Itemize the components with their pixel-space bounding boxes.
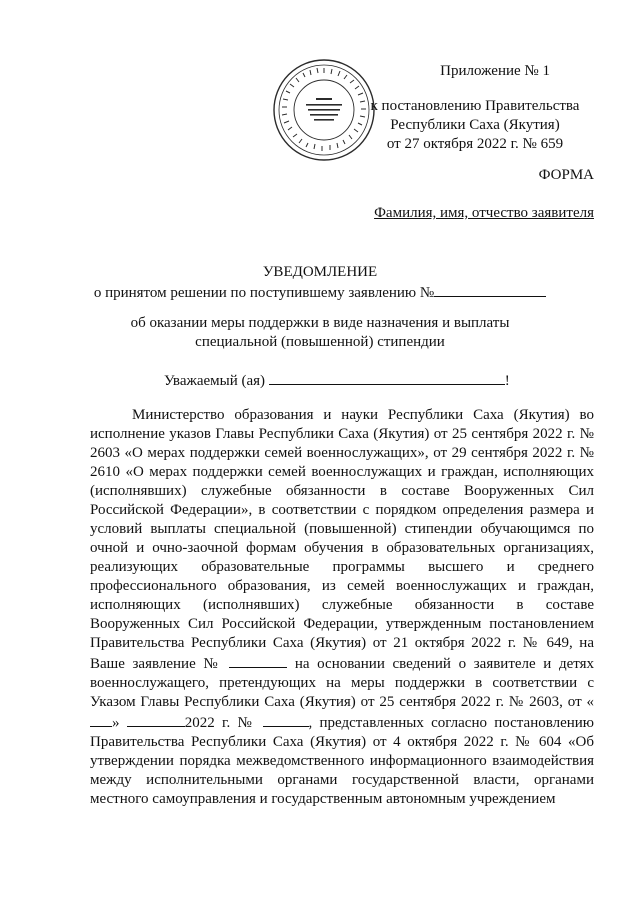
body-paragraph: Министерство образования и науки Республики Саха (Якутия) во исполнение указов Главы Республики Саха (Якутия) от 25 сентября 2022 г. № 2603 «О мерах поддержки семей военнослужащих», от 29 сентября 2022 г. № 2610 «О мерах поддержки семей военнослужащих и граждан, исполняющих (исполнявших) служебные обязанности в составе Вооруженных Сил Российской Федерации», в соответствии с порядком определения размера и условий выплаты специальной (повышенной) стипендии обучающимся по очной и очно-заочной формам обучения в образовательных организациях, реализующих образовательные программы высшего и среднего профессионального образования, из семей военнослужащих и граждан, исполняющих (исполнявших) служебные обязанности в составе Вооруженных Сил Российской Федерации, утвержденным постановлением Правительства Республики Саха (Якутия) от 21 октября 2022 г. № 649, на Ваше заявление № на основании сведений о заявителе и детях военнослужащего, претендующих на меры поддержки в соответствии с Указом Главы Республики Саха (Якутия) от 25 сентября 2022 г. № 2603, от «» 2022 г. № , представленных согласно постановлению Правительства Республики Саха (Якутия) от 4 октября 2022 г. № 604 «Об утверждении порядка межведомственного информационного взаимодействия между исполнительными органами государственной власти, органами местного самоуправления и государственным автономным учреждением: [90, 407, 595, 807]
month-blank: [127, 712, 185, 727]
notice-description: [46, 314, 594, 352]
notice-subtitle: о принятом решении по поступившему заявлению №: [46, 282, 594, 303]
notice-line-4: специальной (повышенной) стипендии: [195, 334, 445, 350]
application-no-blank: [229, 653, 287, 668]
notice-line-3: об оказании меры поддержки в виде назначения и выплаты: [130, 315, 510, 331]
day-blank: [90, 712, 112, 727]
appendix-line-1: к постановлению Правительства: [370, 98, 580, 114]
decree-number-blank: [263, 712, 309, 727]
application-number-blank: [434, 282, 546, 297]
form-label: ФОРМА: [538, 167, 594, 183]
appendix-line-3: от 27 октября 2022 г. № 659: [386, 136, 564, 152]
appendix-reference: [360, 97, 590, 154]
appendix-line-2: Республики Саха (Якутия): [390, 117, 560, 133]
greeting-line: [164, 370, 510, 390]
notice-title: УВЕДОМЛЕНИЕ: [262, 264, 378, 280]
greeting-prefix: Уважаемый (ая): [164, 373, 266, 389]
appendix-number: Приложение № 1: [440, 63, 550, 79]
notice-heading: [46, 263, 594, 303]
addressee-name-blank: [269, 370, 505, 385]
applicant-name-label: Фамилия, имя, отчество заявителя: [374, 205, 594, 221]
greeting-suffix: !: [504, 373, 510, 389]
